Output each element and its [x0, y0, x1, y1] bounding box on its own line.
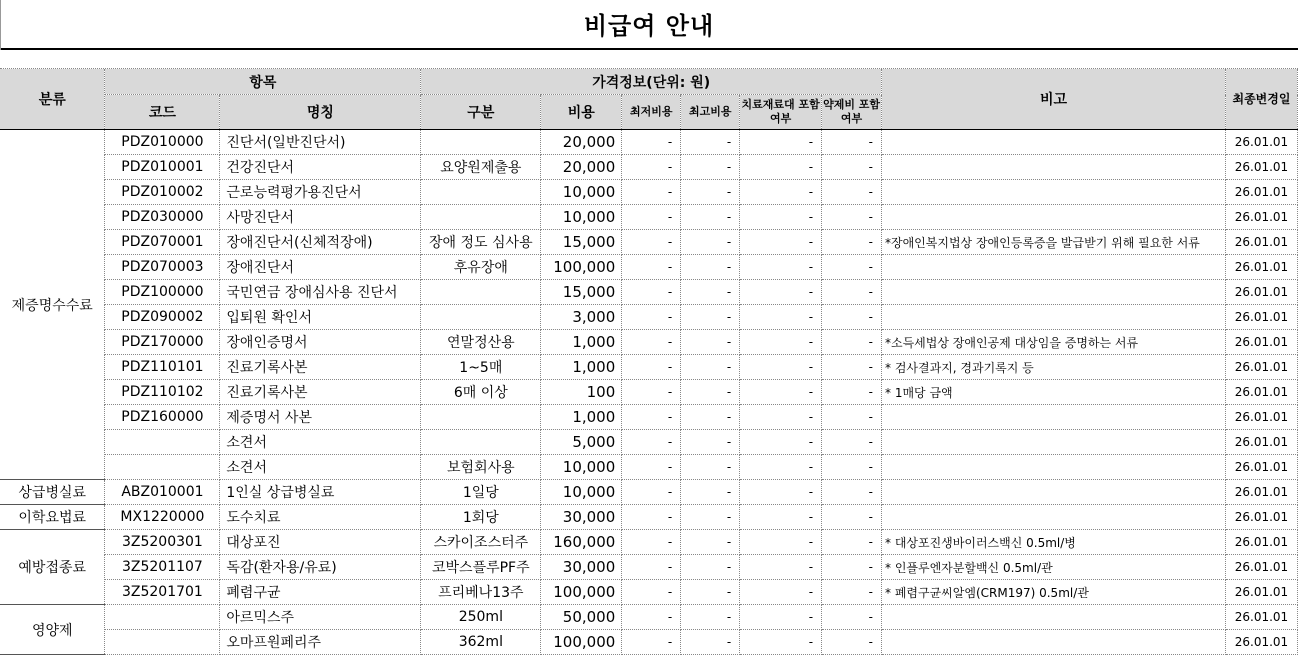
cost-cell: 10,000	[541, 205, 622, 230]
min-cost-cell: -	[622, 130, 681, 155]
type-cell: 1~5매	[421, 355, 541, 380]
table-row	[0, 180, 1298, 205]
cost-cell: 100,000	[541, 255, 622, 280]
code-cell: 3Z5201701	[105, 580, 220, 605]
drug-included-cell: -	[822, 230, 882, 255]
cost-cell: 15,000	[541, 230, 622, 255]
last-changed-cell: 26.01.01	[1225, 355, 1297, 380]
note-cell	[882, 130, 1226, 155]
name-cell: 대상포진	[220, 530, 421, 555]
category-cell: 상급병실료	[0, 480, 105, 505]
note-cell	[882, 155, 1226, 180]
min-cost-cell: -	[622, 530, 681, 555]
cost-cell: 15,000	[541, 280, 622, 305]
material-included-cell: -	[740, 530, 822, 555]
material-included-cell: -	[740, 205, 822, 230]
note-cell: * 인플루엔자분할백신 0.5ml/관	[882, 555, 1226, 580]
drug-included-cell: -	[822, 455, 882, 480]
max-cost-cell: -	[681, 405, 740, 430]
type-cell: 1일당	[421, 480, 541, 505]
note-cell: * 폐렴구균씨알엠(CRM197) 0.5ml/관	[882, 580, 1226, 605]
category-cell: 영양제	[0, 605, 105, 655]
code-cell: PDZ010002	[105, 180, 220, 205]
code-cell: ABZ010001	[105, 480, 220, 505]
drug-included-cell: -	[822, 280, 882, 305]
max-cost-cell: -	[681, 155, 740, 180]
code-cell: PDZ010001	[105, 155, 220, 180]
cost-cell: 10,000	[541, 180, 622, 205]
cost-cell: 20,000	[541, 155, 622, 180]
cost-cell: 1,000	[541, 330, 622, 355]
name-cell: 아르믹스주	[220, 605, 421, 630]
code-cell: MX1220000	[105, 505, 220, 530]
name-cell: 도수치료	[220, 505, 421, 530]
table-header	[0, 69, 1298, 130]
last-changed-cell: 26.01.01	[1225, 155, 1297, 180]
code-cell	[105, 430, 220, 455]
name-cell: 진료기록사본	[220, 355, 421, 380]
header-cost: 비용	[541, 95, 622, 130]
max-cost-cell: -	[681, 530, 740, 555]
last-changed-cell: 26.01.01	[1225, 255, 1297, 280]
max-cost-cell: -	[681, 630, 740, 655]
min-cost-cell: -	[622, 230, 681, 255]
drug-included-cell: -	[822, 205, 882, 230]
header-type: 구분	[421, 95, 541, 130]
min-cost-cell: -	[622, 505, 681, 530]
material-included-cell: -	[740, 330, 822, 355]
note-cell	[882, 205, 1226, 230]
drug-included-cell: -	[822, 405, 882, 430]
min-cost-cell: -	[622, 580, 681, 605]
note-cell	[882, 630, 1226, 655]
name-cell: 독감(환자용/유료)	[220, 555, 421, 580]
last-changed-cell: 26.01.01	[1225, 305, 1297, 330]
type-cell	[421, 130, 541, 155]
material-included-cell: -	[740, 130, 822, 155]
max-cost-cell: -	[681, 505, 740, 530]
max-cost-cell: -	[681, 180, 740, 205]
last-changed-cell: 26.01.01	[1225, 380, 1297, 405]
last-changed-cell: 26.01.01	[1225, 480, 1297, 505]
last-changed-cell: 26.01.01	[1225, 605, 1297, 630]
note-cell	[882, 605, 1226, 630]
max-cost-cell: -	[681, 230, 740, 255]
code-cell: 3Z5201107	[105, 555, 220, 580]
cost-cell: 5,000	[541, 430, 622, 455]
header-max-cost: 최고비용	[681, 95, 740, 130]
type-cell: 연말정산용	[421, 330, 541, 355]
code-cell: PDZ010000	[105, 130, 220, 155]
name-cell: 사망진단서	[220, 205, 421, 230]
table-row	[0, 480, 1298, 505]
type-cell: 요양원제출용	[421, 155, 541, 180]
min-cost-cell: -	[622, 630, 681, 655]
cost-cell: 100	[541, 380, 622, 405]
max-cost-cell: -	[681, 330, 740, 355]
drug-included-cell: -	[822, 330, 882, 355]
material-included-cell: -	[740, 380, 822, 405]
code-cell	[105, 455, 220, 480]
min-cost-cell: -	[622, 280, 681, 305]
last-changed-cell: 26.01.01	[1225, 455, 1297, 480]
note-cell: * 1매당 금액	[882, 380, 1226, 405]
type-cell: 1회당	[421, 505, 541, 530]
type-cell	[421, 430, 541, 455]
spacer-row	[0, 52, 1298, 69]
max-cost-cell: -	[681, 355, 740, 380]
cost-cell: 20,000	[541, 130, 622, 155]
drug-included-cell: -	[822, 555, 882, 580]
min-cost-cell: -	[622, 255, 681, 280]
note-cell: * 검사결과지, 경과기록지 등	[882, 355, 1226, 380]
max-cost-cell: -	[681, 380, 740, 405]
table-row	[0, 155, 1298, 180]
material-included-cell: -	[740, 255, 822, 280]
table-row	[0, 305, 1298, 330]
material-included-cell: -	[740, 505, 822, 530]
drug-included-cell: -	[822, 130, 882, 155]
note-cell	[882, 280, 1226, 305]
material-included-cell: -	[740, 430, 822, 455]
min-cost-cell: -	[622, 455, 681, 480]
last-changed-cell: 26.01.01	[1225, 505, 1297, 530]
header-item-group: 항목	[105, 69, 421, 95]
note-cell	[882, 255, 1226, 280]
category-cell: 제증명수수료	[0, 130, 105, 480]
min-cost-cell: -	[622, 555, 681, 580]
type-cell: 6매 이상	[421, 380, 541, 405]
cost-cell: 100,000	[541, 580, 622, 605]
last-changed-cell: 26.01.01	[1225, 330, 1297, 355]
type-cell: 250ml	[421, 605, 541, 630]
material-included-cell: -	[740, 480, 822, 505]
cost-cell: 3,000	[541, 305, 622, 330]
type-cell: 장애 정도 심사용	[421, 230, 541, 255]
table-row	[0, 255, 1298, 280]
name-cell: 제증명서 사본	[220, 405, 421, 430]
min-cost-cell: -	[622, 155, 681, 180]
last-changed-cell: 26.01.01	[1225, 405, 1297, 430]
last-changed-cell: 26.01.01	[1225, 230, 1297, 255]
drug-included-cell: -	[822, 480, 882, 505]
code-cell: PDZ110101	[105, 355, 220, 380]
header-last-changed: 최종변경일	[1225, 69, 1297, 130]
type-cell: 보험회사용	[421, 455, 541, 480]
cost-cell: 100,000	[541, 630, 622, 655]
type-cell	[421, 280, 541, 305]
note-cell: * 대상포진생바이러스백신 0.5ml/병	[882, 530, 1226, 555]
type-cell: 후유장애	[421, 255, 541, 280]
type-cell	[421, 205, 541, 230]
last-changed-cell: 26.01.01	[1225, 130, 1297, 155]
cost-cell: 1,000	[541, 405, 622, 430]
code-cell: PDZ170000	[105, 330, 220, 355]
type-cell: 스카이조스터주	[421, 530, 541, 555]
material-included-cell: -	[740, 630, 822, 655]
cost-cell: 30,000	[541, 505, 622, 530]
header-price-group: 가격정보(단위: 원)	[421, 69, 882, 95]
table-row	[0, 430, 1298, 455]
drug-included-cell: -	[822, 430, 882, 455]
cost-cell: 10,000	[541, 455, 622, 480]
last-changed-cell: 26.01.01	[1225, 205, 1297, 230]
note-cell	[882, 455, 1226, 480]
max-cost-cell: -	[681, 605, 740, 630]
name-cell: 근로능력평가용진단서	[220, 180, 421, 205]
max-cost-cell: -	[681, 305, 740, 330]
material-included-cell: -	[740, 580, 822, 605]
max-cost-cell: -	[681, 480, 740, 505]
table-row	[0, 605, 1298, 630]
note-cell	[882, 430, 1226, 455]
drug-included-cell: -	[822, 505, 882, 530]
table-row	[0, 130, 1298, 155]
type-cell: 362ml	[421, 630, 541, 655]
last-changed-cell: 26.01.01	[1225, 580, 1297, 605]
code-cell: PDZ110102	[105, 380, 220, 405]
table-row	[0, 355, 1298, 380]
min-cost-cell: -	[622, 355, 681, 380]
cost-cell: 1,000	[541, 355, 622, 380]
max-cost-cell: -	[681, 255, 740, 280]
min-cost-cell: -	[622, 305, 681, 330]
min-cost-cell: -	[622, 380, 681, 405]
min-cost-cell: -	[622, 480, 681, 505]
code-cell: PDZ070001	[105, 230, 220, 255]
drug-included-cell: -	[822, 305, 882, 330]
note-cell	[882, 180, 1226, 205]
drug-included-cell: -	[822, 255, 882, 280]
max-cost-cell: -	[681, 205, 740, 230]
type-cell	[421, 305, 541, 330]
note-cell: *장애인복지법상 장애인등록증을 발급받기 위해 필요한 서류	[882, 230, 1226, 255]
material-included-cell: -	[740, 180, 822, 205]
min-cost-cell: -	[622, 405, 681, 430]
name-cell: 장애진단서	[220, 255, 421, 280]
material-included-cell: -	[740, 605, 822, 630]
drug-included-cell: -	[822, 180, 882, 205]
page-title: 비급여 안내	[583, 12, 715, 40]
material-included-cell: -	[740, 355, 822, 380]
cost-cell: 10,000	[541, 480, 622, 505]
fee-table	[0, 69, 1298, 655]
note-cell	[882, 480, 1226, 505]
max-cost-cell: -	[681, 430, 740, 455]
table-row	[0, 230, 1298, 255]
code-cell	[105, 605, 220, 630]
type-cell	[421, 405, 541, 430]
note-cell: *소득세법상 장애인공제 대상임을 증명하는 서류	[882, 330, 1226, 355]
drug-included-cell: -	[822, 380, 882, 405]
header-drug-included: 약제비 포함여부	[822, 95, 882, 130]
drug-included-cell: -	[822, 355, 882, 380]
material-included-cell: -	[740, 555, 822, 580]
drug-included-cell: -	[822, 630, 882, 655]
table-body	[0, 130, 1298, 655]
material-included-cell: -	[740, 155, 822, 180]
type-cell	[421, 180, 541, 205]
type-cell: 코박스플루PF주	[421, 555, 541, 580]
name-cell: 폐렴구균	[220, 580, 421, 605]
cost-cell: 30,000	[541, 555, 622, 580]
name-cell: 소견서	[220, 430, 421, 455]
table-row	[0, 630, 1298, 655]
name-cell: 장애진단서(신체적장애)	[220, 230, 421, 255]
min-cost-cell: -	[622, 205, 681, 230]
code-cell: 3Z5200301	[105, 530, 220, 555]
min-cost-cell: -	[622, 180, 681, 205]
header-code: 코드	[105, 95, 220, 130]
max-cost-cell: -	[681, 455, 740, 480]
table-row	[0, 530, 1298, 555]
table-row	[0, 405, 1298, 430]
drug-included-cell: -	[822, 605, 882, 630]
table-row	[0, 505, 1298, 530]
min-cost-cell: -	[622, 605, 681, 630]
drug-included-cell: -	[822, 530, 882, 555]
name-cell: 오마프원페리주	[220, 630, 421, 655]
last-changed-cell: 26.01.01	[1225, 180, 1297, 205]
material-included-cell: -	[740, 230, 822, 255]
material-included-cell: -	[740, 305, 822, 330]
max-cost-cell: -	[681, 280, 740, 305]
title-bar	[0, 0, 1298, 50]
note-cell	[882, 405, 1226, 430]
min-cost-cell: -	[622, 330, 681, 355]
last-changed-cell: 26.01.01	[1225, 555, 1297, 580]
table-row	[0, 555, 1298, 580]
max-cost-cell: -	[681, 555, 740, 580]
name-cell: 1인실 상급병실료	[220, 480, 421, 505]
material-included-cell: -	[740, 280, 822, 305]
max-cost-cell: -	[681, 580, 740, 605]
drug-included-cell: -	[822, 580, 882, 605]
table-row	[0, 580, 1298, 605]
table-row	[0, 205, 1298, 230]
table-row	[0, 330, 1298, 355]
type-cell: 프리베나13주	[421, 580, 541, 605]
last-changed-cell: 26.01.01	[1225, 630, 1297, 655]
table-row	[0, 380, 1298, 405]
min-cost-cell: -	[622, 430, 681, 455]
table-row	[0, 455, 1298, 480]
table-row	[0, 280, 1298, 305]
note-cell	[882, 305, 1226, 330]
name-cell: 소견서	[220, 455, 421, 480]
header-min-cost: 최저비용	[622, 95, 681, 130]
header-name: 명칭	[220, 95, 421, 130]
max-cost-cell: -	[681, 130, 740, 155]
header-category: 분류	[0, 69, 105, 130]
last-changed-cell: 26.01.01	[1225, 430, 1297, 455]
material-included-cell: -	[740, 455, 822, 480]
code-cell	[105, 630, 220, 655]
cost-cell: 160,000	[541, 530, 622, 555]
name-cell: 입퇴원 확인서	[220, 305, 421, 330]
last-changed-cell: 26.01.01	[1225, 280, 1297, 305]
code-cell: PDZ090002	[105, 305, 220, 330]
header-material-included: 치료재료대 포함여부	[740, 95, 822, 130]
code-cell: PDZ100000	[105, 280, 220, 305]
name-cell: 진료기록사본	[220, 380, 421, 405]
name-cell: 건강진단서	[220, 155, 421, 180]
cost-cell: 50,000	[541, 605, 622, 630]
note-cell	[882, 505, 1226, 530]
drug-included-cell: -	[822, 155, 882, 180]
last-changed-cell: 26.01.01	[1225, 530, 1297, 555]
name-cell: 진단서(일반진단서)	[220, 130, 421, 155]
code-cell: PDZ160000	[105, 405, 220, 430]
name-cell: 장애인증명서	[220, 330, 421, 355]
name-cell: 국민연금 장애심사용 진단서	[220, 280, 421, 305]
category-cell: 이학요법료	[0, 505, 105, 530]
code-cell: PDZ030000	[105, 205, 220, 230]
category-cell: 예방접종료	[0, 530, 105, 605]
code-cell: PDZ070003	[105, 255, 220, 280]
header-note: 비고	[882, 69, 1226, 130]
material-included-cell: -	[740, 405, 822, 430]
